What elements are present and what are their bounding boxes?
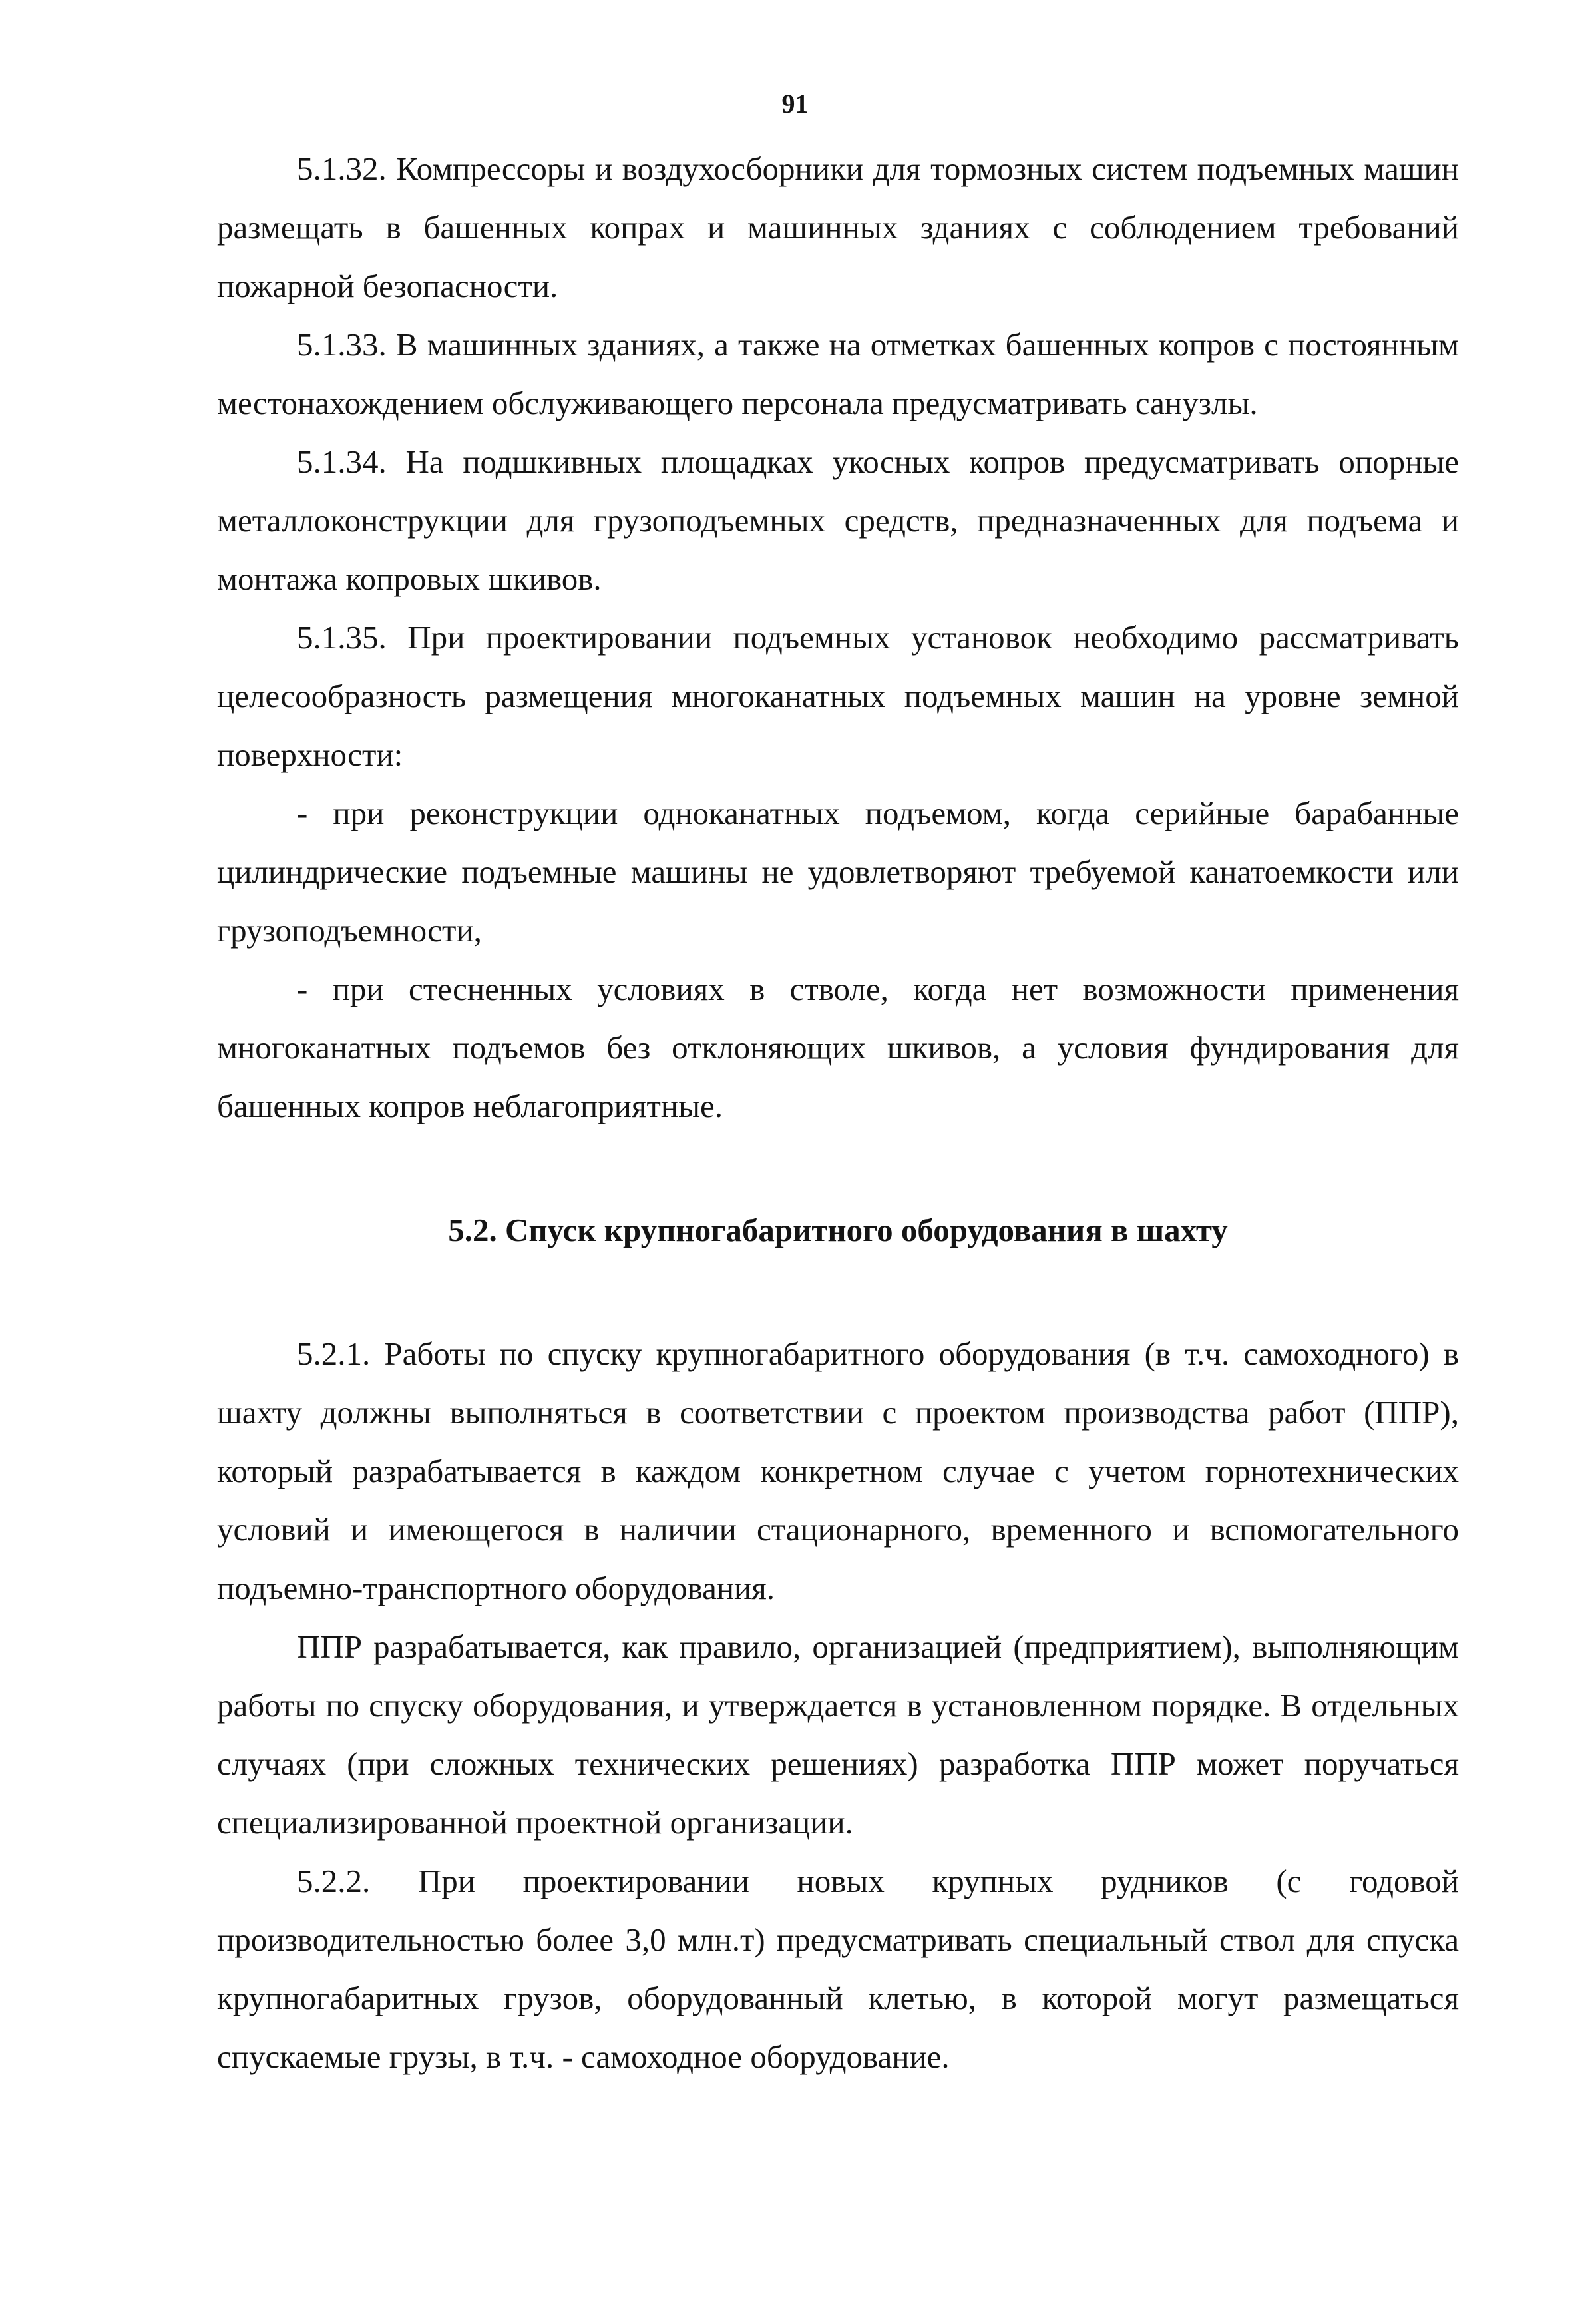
section-heading-5-2: 5.2. Спуск крупногабаритного оборудования в шахту	[448, 1212, 1228, 1248]
list-item-constrained-conditions: - при стесненных условиях в стволе, когда нет возможности применения многоканатных подъемов без отклоняющих шкивов, а условия фундирования для башенных копров неблагоприятные.	[217, 971, 1459, 1124]
paragraph-ppr: ППР разрабатывается, как правило, организацией (предприятием), выполняющим работы по спуску оборудования, и утверждается в установленном порядке. В отдельных случаях (при сложных технических решениях) разработка ППР может поручаться специализированной проектной организации.	[217, 1628, 1459, 1841]
paragraph-5-2-1: 5.2.1. Работы по спуску крупногабаритного оборудования (в т.ч. самоходного) в шахту должны выполняться в соответствии с проектом производства работ (ППР), который разрабатывается в каждом конкретном случае с учетом горнотехнических условий и имеющегося в наличии стационарного, временного и вспомогательного подъемно-транспортного оборудования.	[217, 1335, 1459, 1606]
page-number: 91	[781, 89, 809, 118]
paragraph-5-1-34: 5.1.34. На подшкивных площадках укосных копров предусматривать опорные металлоконструкции для грузоподъемных средств, предназначенных для подъема и монтажа копровых шкивов.	[217, 443, 1459, 597]
paragraph-5-1-33: 5.1.33. В машинных зданиях, а также на отметках башенных копров с постоянным местонахождением обслуживающего персонала предусматривать санузлы.	[217, 326, 1459, 421]
page-content	[217, 140, 1459, 2086]
list-item-reconstruction: - при реконструкции одноканатных подъемом, когда серийные барабанные цилиндрические подъемные машины не удовлетворяют требуемой канатоемкости или грузоподъемности,	[217, 795, 1459, 949]
paragraph-5-1-32: 5.1.32. Компрессоры и воздухосборники для тормозных систем подъемных машин размещать в башенных копрах и машинных зданиях с соблюдением требований пожарной безопасности.	[217, 150, 1459, 304]
paragraph-5-2-2: 5.2.2. При проектировании новых крупных рудников (с годовой производительностью более 3,0 млн.т) предусматривать специальный ствол для спуска крупногабаритных грузов, оборудованный клетью, в которой могут размещаться спускаемые грузы, в т.ч. - самоходное оборудование.	[217, 1863, 1459, 2075]
paragraph-5-1-35: 5.1.35. При проектировании подъемных установок необходимо рассматривать целесообразность размещения многоканатных подъемных машин на уровне земной поверхности:	[217, 619, 1459, 773]
